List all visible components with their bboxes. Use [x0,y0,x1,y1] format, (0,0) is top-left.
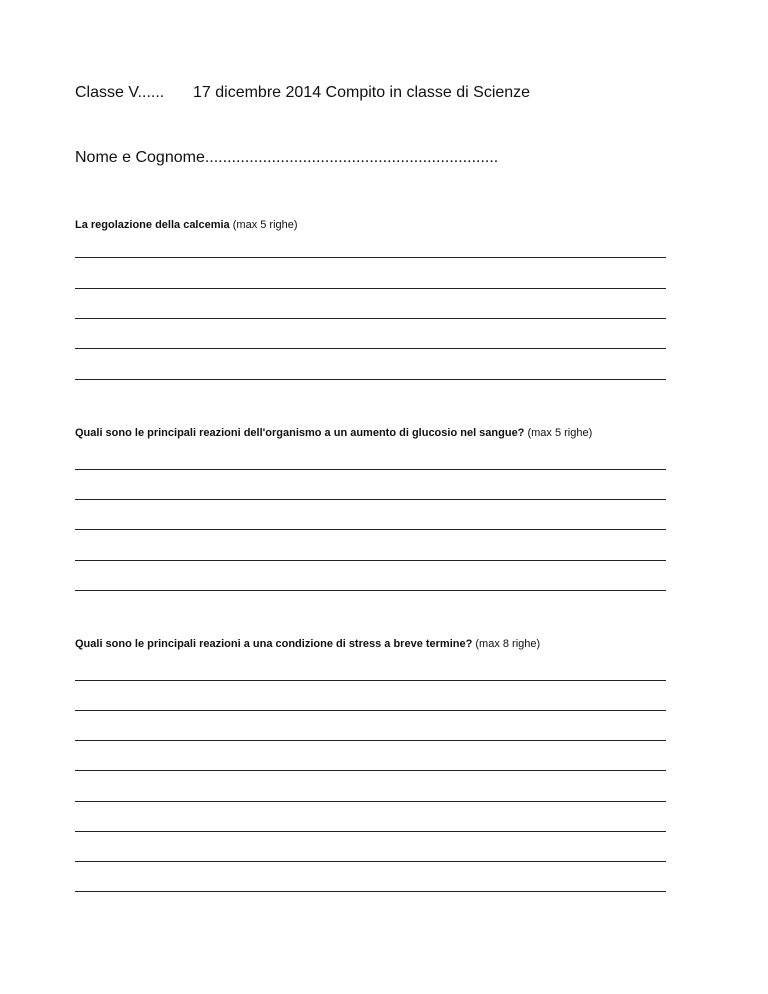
question-3 [75,638,540,650]
answer-line[interactable] [75,560,666,561]
answer-line[interactable] [75,891,666,892]
answer-line[interactable] [75,740,666,741]
question-3-limit: (max 8 righe) [472,638,541,650]
answer-line[interactable] [75,318,666,319]
question-2 [75,427,592,439]
question-1-limit: (max 5 righe) [229,219,298,231]
answer-line[interactable] [75,469,666,470]
answer-line[interactable] [75,288,666,289]
answer-line[interactable] [75,680,666,681]
test-title: 17 dicembre 2014 Compito in classe di Scienze [193,84,531,101]
answer-line[interactable] [75,590,666,591]
answer-line[interactable] [75,801,666,802]
question-1-prompt: La regolazione della calcemia [75,219,230,231]
question-2-prompt: Quali sono le principali reazioni dell'organismo a un aumento di glucosio nel sangue? [75,427,525,439]
question-2-limit: (max 5 righe) [524,427,593,439]
answer-line[interactable] [75,499,666,500]
answer-line[interactable] [75,831,666,832]
question-1 [75,219,298,231]
answer-line[interactable] [75,348,666,349]
class-label: Classe V...... [75,84,165,101]
answer-line[interactable] [75,770,666,771]
answer-line[interactable] [75,257,666,258]
answer-line[interactable] [75,379,666,380]
question-3-prompt: Quali sono le principali reazioni a una condizione di stress a breve termine? [75,638,473,650]
answer-line[interactable] [75,529,666,530]
answer-line[interactable] [75,861,666,862]
answer-line[interactable] [75,710,666,711]
header [75,84,530,102]
name-field[interactable]: Nome e Cognome.................................................................. [75,149,499,166]
